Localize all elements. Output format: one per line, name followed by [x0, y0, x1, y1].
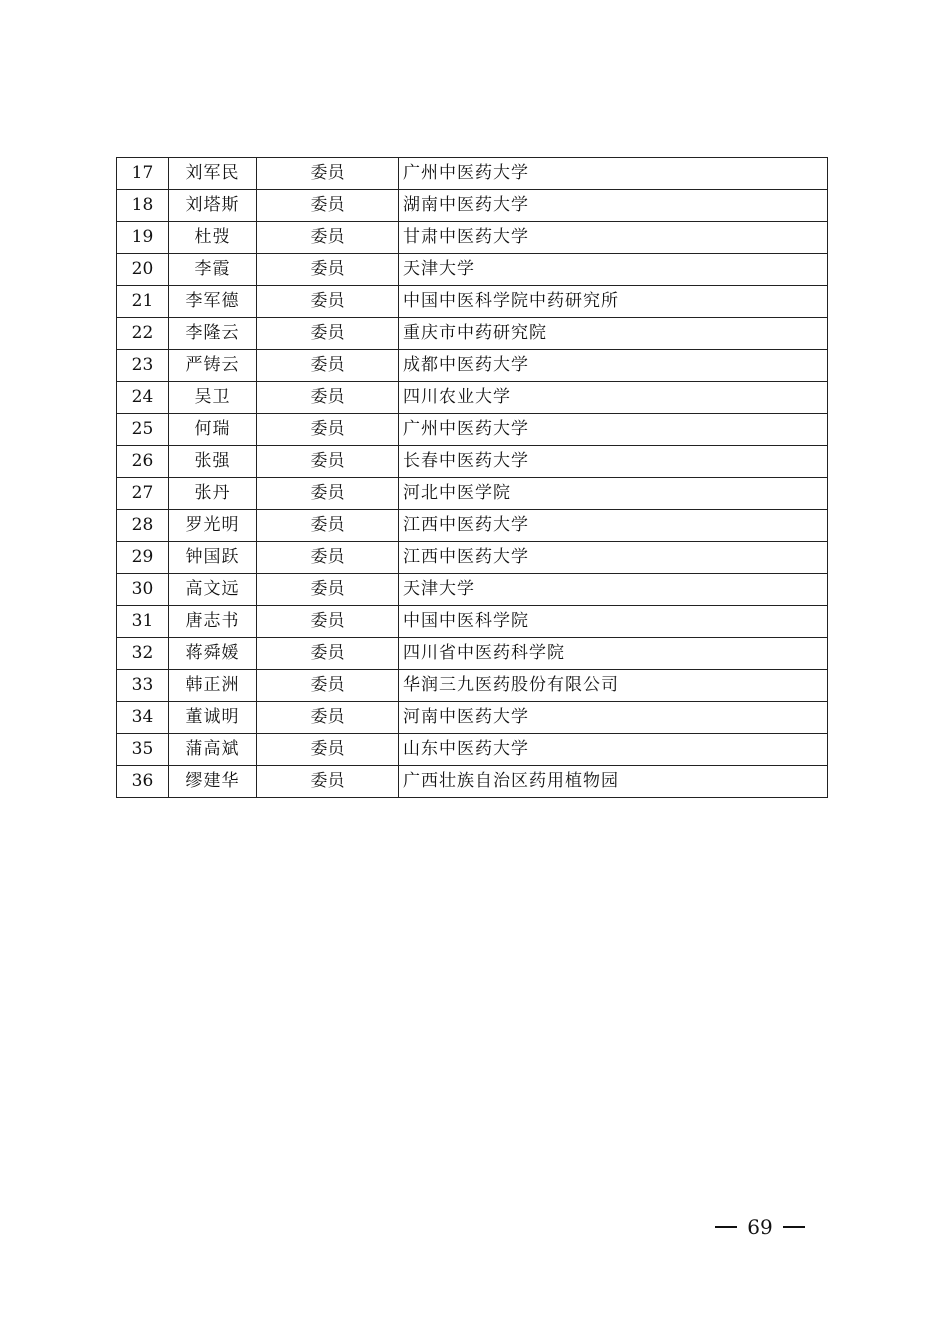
- member-organization-cell: 天津大学: [399, 574, 828, 606]
- member-name-cell: 吴卫: [169, 382, 257, 414]
- member-role-cell: 委员: [257, 254, 399, 286]
- table-row: [117, 222, 828, 254]
- table-row: [117, 542, 828, 574]
- member-role-cell: 委员: [257, 350, 399, 382]
- member-role-cell: 委员: [257, 158, 399, 190]
- member-role-cell: 委员: [257, 606, 399, 638]
- member-role-cell: 委员: [257, 638, 399, 670]
- member-role-cell: 委员: [257, 510, 399, 542]
- member-role-cell: 委员: [257, 414, 399, 446]
- row-number-cell: 18: [117, 190, 169, 222]
- member-role-cell: 委员: [257, 702, 399, 734]
- table-row: [117, 606, 828, 638]
- member-role-cell: 委员: [257, 318, 399, 350]
- member-organization-cell: 江西中医药大学: [399, 510, 828, 542]
- member-organization-cell: 成都中医药大学: [399, 350, 828, 382]
- member-organization-cell: 湖南中医药大学: [399, 190, 828, 222]
- member-role-cell: 委员: [257, 478, 399, 510]
- member-name-cell: 李霞: [169, 254, 257, 286]
- member-name-cell: 李军德: [169, 286, 257, 318]
- table-row: [117, 638, 828, 670]
- row-number-cell: 29: [117, 542, 169, 574]
- member-name-cell: 钟国跃: [169, 542, 257, 574]
- member-name-cell: 韩正洲: [169, 670, 257, 702]
- member-organization-cell: 中国中医科学院: [399, 606, 828, 638]
- member-role-cell: 委员: [257, 766, 399, 798]
- member-role-cell: 委员: [257, 446, 399, 478]
- member-role-cell: 委员: [257, 574, 399, 606]
- member-organization-cell: 江西中医药大学: [399, 542, 828, 574]
- member-name-cell: 李隆云: [169, 318, 257, 350]
- table-row: [117, 350, 828, 382]
- member-organization-cell: 中国中医科学院中药研究所: [399, 286, 828, 318]
- member-name-cell: 董诚明: [169, 702, 257, 734]
- table-row: [117, 414, 828, 446]
- member-organization-cell: 山东中医药大学: [399, 734, 828, 766]
- member-organization-cell: 广州中医药大学: [399, 158, 828, 190]
- member-role-cell: 委员: [257, 734, 399, 766]
- member-name-cell: 刘军民: [169, 158, 257, 190]
- row-number-cell: 17: [117, 158, 169, 190]
- table-row: [117, 510, 828, 542]
- row-number-cell: 24: [117, 382, 169, 414]
- row-number-cell: 32: [117, 638, 169, 670]
- member-name-cell: 高文远: [169, 574, 257, 606]
- member-role-cell: 委员: [257, 190, 399, 222]
- member-organization-cell: 华润三九医药股份有限公司: [399, 670, 828, 702]
- member-organization-cell: 河北中医学院: [399, 478, 828, 510]
- member-name-cell: 刘塔斯: [169, 190, 257, 222]
- member-organization-cell: 四川省中医药科学院: [399, 638, 828, 670]
- table-row: [117, 382, 828, 414]
- table-row: [117, 286, 828, 318]
- row-number-cell: 31: [117, 606, 169, 638]
- member-name-cell: 蒋舜媛: [169, 638, 257, 670]
- member-role-cell: 委员: [257, 382, 399, 414]
- row-number-cell: 36: [117, 766, 169, 798]
- table-row: [117, 766, 828, 798]
- member-name-cell: 张丹: [169, 478, 257, 510]
- member-table: [116, 157, 828, 798]
- member-role-cell: 委员: [257, 670, 399, 702]
- table-row: [117, 574, 828, 606]
- row-number-cell: 19: [117, 222, 169, 254]
- table-row: [117, 446, 828, 478]
- row-number-cell: 30: [117, 574, 169, 606]
- row-number-cell: 35: [117, 734, 169, 766]
- page-number-left-dash: [715, 1226, 737, 1228]
- table-row: [117, 318, 828, 350]
- member-name-cell: 张强: [169, 446, 257, 478]
- row-number-cell: 23: [117, 350, 169, 382]
- member-name-cell: 杜弢: [169, 222, 257, 254]
- member-role-cell: 委员: [257, 222, 399, 254]
- member-organization-cell: 四川农业大学: [399, 382, 828, 414]
- row-number-cell: 28: [117, 510, 169, 542]
- page-number: [700, 1212, 820, 1242]
- table-row: [117, 478, 828, 510]
- table-row: [117, 734, 828, 766]
- member-organization-cell: 甘肃中医药大学: [399, 222, 828, 254]
- member-role-cell: 委员: [257, 286, 399, 318]
- table-row: [117, 670, 828, 702]
- member-name-cell: 罗光明: [169, 510, 257, 542]
- member-name-cell: 何瑞: [169, 414, 257, 446]
- row-number-cell: 22: [117, 318, 169, 350]
- table-row: [117, 158, 828, 190]
- member-table-body: [117, 158, 828, 798]
- page-number-text: 69: [747, 1215, 773, 1239]
- row-number-cell: 34: [117, 702, 169, 734]
- member-organization-cell: 广州中医药大学: [399, 414, 828, 446]
- row-number-cell: 21: [117, 286, 169, 318]
- member-organization-cell: 河南中医药大学: [399, 702, 828, 734]
- member-organization-cell: 天津大学: [399, 254, 828, 286]
- table-row: [117, 254, 828, 286]
- table-row: [117, 702, 828, 734]
- row-number-cell: 25: [117, 414, 169, 446]
- member-organization-cell: 长春中医药大学: [399, 446, 828, 478]
- row-number-cell: 27: [117, 478, 169, 510]
- row-number-cell: 33: [117, 670, 169, 702]
- row-number-cell: 20: [117, 254, 169, 286]
- page-number-right-dash: [783, 1226, 805, 1228]
- member-name-cell: 缪建华: [169, 766, 257, 798]
- member-name-cell: 严铸云: [169, 350, 257, 382]
- row-number-cell: 26: [117, 446, 169, 478]
- member-role-cell: 委员: [257, 542, 399, 574]
- member-organization-cell: 广西壮族自治区药用植物园: [399, 766, 828, 798]
- member-name-cell: 唐志书: [169, 606, 257, 638]
- member-organization-cell: 重庆市中药研究院: [399, 318, 828, 350]
- member-name-cell: 蒲高斌: [169, 734, 257, 766]
- table-row: [117, 190, 828, 222]
